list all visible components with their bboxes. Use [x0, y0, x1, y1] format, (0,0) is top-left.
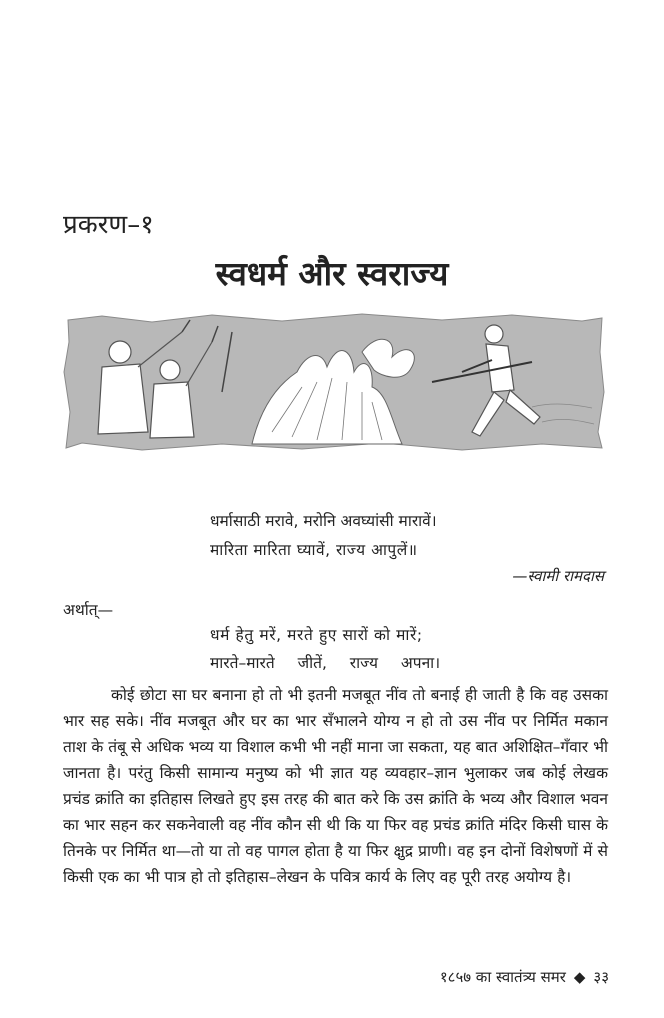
verse-line-1: धर्मासाठी मरावे, मरोनि अवघ्यांसी मारावें। — [210, 512, 437, 530]
body-paragraph: कोई छोटा सा घर बनाना हो तो भी इतनी मजबूत नींव तो बनाई ही जाती है कि वह उसका भार सह सके। नींव मजबूत और घर का भार सँभालने योग्य न हो तो उस नींव पर निर्मित मकान ताश के तंबू से अधिक भव्य या विशाल कभी भी नहीं माना जा सकता, यह बात अशिक्षित–गँवार भी जानता है। परंतु किसी सामान्य मनुष्य को भी ज्ञात यह व्यवहार–ज्ञान भुलाकर जब कोई लेखक प्रचंड क्रांति का इतिहास लिखते हुए इस तरह की बात करे कि उस क्रांति के भव्य और विशाल भवन का भार सहन कर सकनेवाली वह नींव कौन सी थी कि या फिर वह प्रचंड क्रांति मंदिर किसी घास के तिनके पर निर्मित था—तो या तो वह पागल होता है या फिर क्षुद्र प्राणी। वह इन दोनों विशेषणों में से किसी एक का भी पात्र हो तो इतिहास–लेखन के पवित्र कार्य के लिए वह पूरी तरह अयोग्य है। — [63, 686, 608, 886]
chapter-title: स्वधर्म और स्वराज्य — [215, 254, 449, 293]
translation-line-1: धर्म हेतु मरें, मरते हुए सारों को मारें; — [210, 626, 423, 644]
page-number: ३३ — [593, 968, 609, 986]
page-footer — [440, 967, 609, 987]
translation-heading: अर्थात्— — [63, 601, 114, 619]
footer-book-title: १८५७ का स्वातंत्र्य समर — [439, 968, 566, 986]
translation-line-2: मारते–मारते जीतें, राज्य अपना। — [210, 654, 441, 672]
footer-separator: ◆ — [573, 968, 586, 986]
chapter-illustration — [62, 312, 606, 452]
verse-line-2: मारिता मारिता घ्यावें, राज्य आपुलें॥ — [210, 541, 418, 559]
verse-attribution: —स्वामी रामदास — [512, 567, 604, 585]
body-text — [63, 682, 608, 890]
chapter-label: प्रकरण–१ — [63, 210, 154, 240]
